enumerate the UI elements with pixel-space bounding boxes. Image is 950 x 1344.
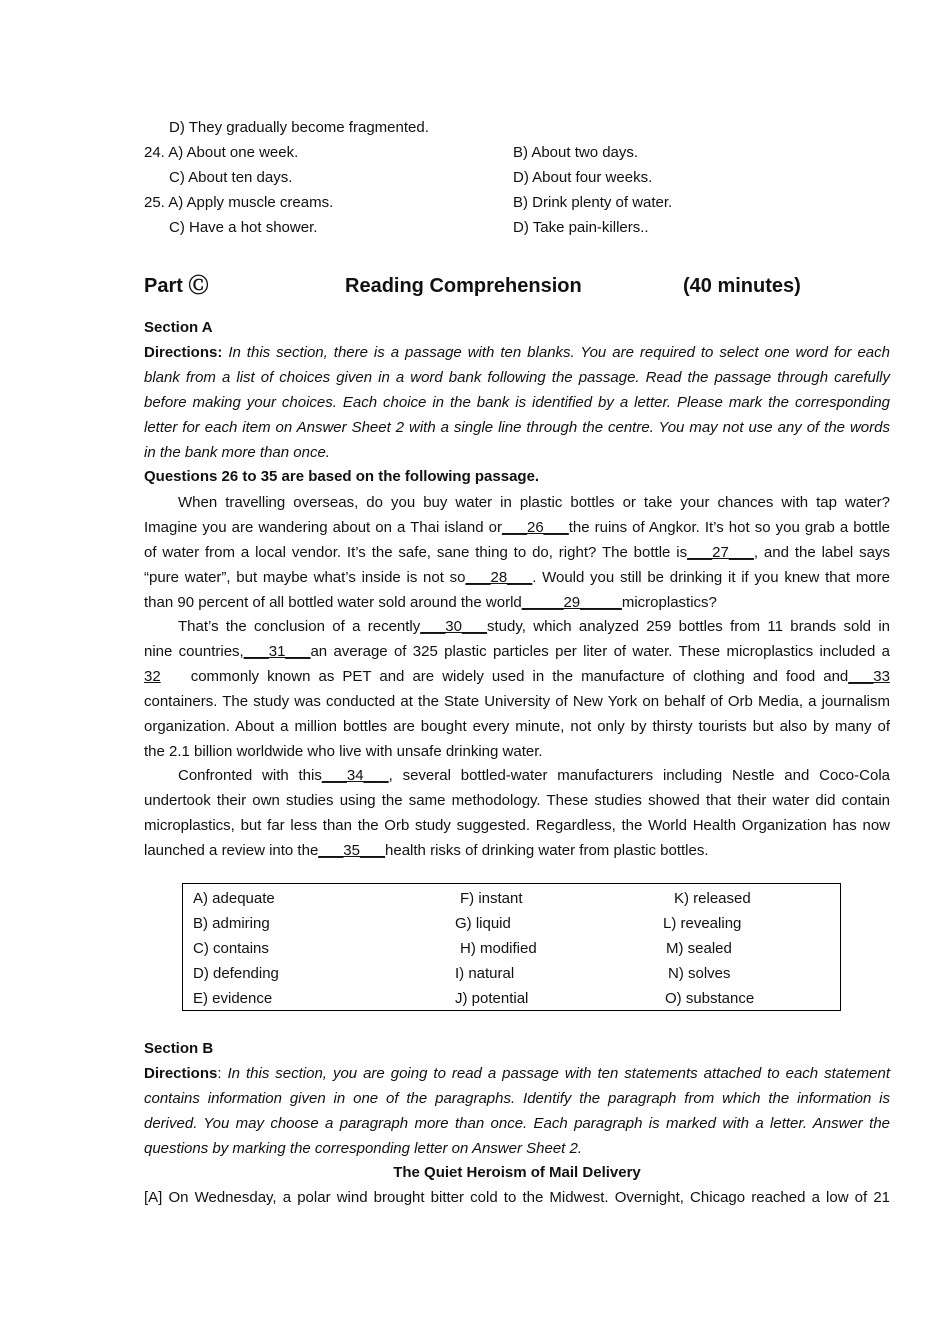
directions-text: In this section, you are going to read a passage with ten statements attached to each statement bbox=[227, 1065, 890, 1082]
option-24-b: B) About two days. bbox=[513, 144, 639, 161]
blank-32[interactable]: 32 bbox=[144, 668, 161, 685]
questions-intro: Questions 26 to 35 are based on the following passage. bbox=[144, 468, 540, 485]
blank-30[interactable]: ___30___ bbox=[420, 618, 488, 635]
word-option: H) modified bbox=[460, 940, 537, 957]
option-24-c: C) About ten days. bbox=[169, 169, 293, 186]
option-25-c: C) Have a hot shower. bbox=[169, 219, 318, 236]
section-a-directions bbox=[144, 340, 890, 465]
word-option: N) solves bbox=[668, 965, 731, 982]
word-option: D) defending bbox=[193, 965, 279, 982]
blank-33[interactable]: ___33 bbox=[848, 668, 890, 685]
passage-line: nine countries,___31___an average of 325 plastic particles per liter of water. These microplastics included a bbox=[144, 643, 890, 660]
blank-29[interactable]: _____29_____ bbox=[521, 594, 622, 611]
passage-line: the 2.1 billion worldwide who live with unsafe drinking water. bbox=[144, 743, 543, 760]
blank-35[interactable]: ___35___ bbox=[318, 842, 386, 859]
passage-paragraph-1 bbox=[144, 490, 890, 615]
blank-34[interactable]: ___34___ bbox=[321, 767, 389, 784]
word-option: O) substance bbox=[665, 990, 755, 1007]
passage-line: undertook their own studies using the same methodology. These studies showed that their water did contain bbox=[144, 792, 890, 809]
word-option: A) adequate bbox=[193, 890, 275, 907]
directions-text: in the bank more than once. bbox=[144, 444, 330, 461]
part-label: Part Ⓒ bbox=[144, 275, 209, 297]
passage-line: Confronted with this___34___, several bottled-water manufacturers including Nestle and Coco-Cola bbox=[178, 767, 890, 784]
section-b-paragraph-a bbox=[144, 1185, 890, 1210]
word-option: J) potential bbox=[455, 990, 529, 1007]
blank-28[interactable]: ___28___ bbox=[465, 569, 533, 586]
option-25-b: B) Drink plenty of water. bbox=[513, 194, 673, 211]
option-24-d: D) About four weeks. bbox=[513, 169, 653, 186]
part-title: Reading Comprehension bbox=[345, 275, 582, 297]
passage-paragraph-3 bbox=[144, 763, 890, 863]
passage-line: [A] On Wednesday, a polar wind brought bitter cold to the Midwest. Overnight, Chicago reached a low of 21 bbox=[144, 1189, 890, 1206]
passage-line: than 90 percent of all bottled water sold around the world_____29_____microplastics? bbox=[144, 594, 717, 611]
passage-line: “pure water”, but maybe what’s inside is not so___28___. Would you still be drinking it if you knew that more bbox=[144, 569, 890, 586]
option-24-a: 24. A) About one week. bbox=[144, 144, 299, 161]
word-option: B) admiring bbox=[193, 915, 270, 932]
passage-line: That’s the conclusion of a recently___30___study, which analyzed 259 bottles from 11 brands sold in bbox=[178, 618, 890, 635]
word-option: L) revealing bbox=[663, 915, 742, 932]
part-time: (40 minutes) bbox=[683, 275, 801, 297]
option-25-d: D) Take pain-killers.. bbox=[513, 219, 649, 236]
section-b-title: The Quiet Heroism of Mail Delivery bbox=[393, 1164, 641, 1181]
word-bank bbox=[182, 883, 841, 1011]
passage-line: of water from a local vendor. It’s the safe, sane thing to do, right? The bottle is___27___, and the label says bbox=[144, 544, 890, 561]
option-23-d: D) They gradually become fragmented. bbox=[169, 119, 429, 136]
word-option: E) evidence bbox=[193, 990, 273, 1007]
passage-line: microplastics, but far less than the Orb study suggested. Regardless, the World Health Organization has now bbox=[144, 817, 890, 834]
blank-27[interactable]: ___27___ bbox=[687, 544, 754, 561]
directions-text: blank from a list of choices given in a word bank following the passage. Read the passage through carefully bbox=[144, 369, 890, 386]
word-option: M) sealed bbox=[666, 940, 732, 957]
section-b-directions: Directions: In this section, you are going to read a passage with ten statements attached to each statement contains information given in one of the paragraphs. Identify the paragraph from which the information is derived. You may choose a paragraph more than once. Each paragraph is marked with a letter. Answer the questions by marking the corresponding letter on Answer Sheet 2. bbox=[144, 1061, 890, 1161]
passage-line: containers. The study was conducted at the State University of New York on behalf of Orb Media, a journalism bbox=[144, 693, 890, 710]
directions-text: questions by marking the corresponding letter on Answer Sheet 2. bbox=[144, 1140, 583, 1157]
passage-line: When travelling overseas, do you buy water in plastic bottles or take your chances with tap water? bbox=[178, 494, 890, 511]
directions-label: Directions: bbox=[144, 344, 223, 361]
blank-26[interactable]: ___26___ bbox=[501, 519, 569, 536]
directions-text: letter for each item on Answer Sheet 2 with a single line through the centre. You may not use any of the words bbox=[144, 419, 890, 436]
passage-paragraph-2 bbox=[144, 614, 890, 764]
word-option: G) liquid bbox=[455, 915, 511, 932]
passage-line: launched a review into the___35___health risks of drinking water from plastic bottles. bbox=[144, 842, 709, 859]
section-a-heading: Section A bbox=[144, 319, 213, 336]
option-25-a: 25. A) Apply muscle creams. bbox=[144, 194, 334, 211]
directions-text: In this section, there is a passage with ten blanks. You are required to select one word for each bbox=[222, 344, 890, 361]
directions-text: before making your choices. Each choice in the bank is identified by a letter. Please mark the corresponding bbox=[144, 394, 890, 411]
word-option: K) released bbox=[674, 890, 751, 907]
passage-line: Imagine you are wandering about on a Thai island or___26___the ruins of Angkor. It’s hot so you grab a bottle bbox=[144, 519, 891, 536]
passage-line: organization. About a million bottles are bought every minute, not only by thirsty tourists but also by many of bbox=[144, 718, 890, 735]
word-option: I) natural bbox=[455, 965, 515, 982]
word-option: C) contains bbox=[193, 940, 269, 957]
blank-31[interactable]: ___31___ bbox=[243, 643, 311, 660]
directions-text: derived. You may choose a paragraph more than once. Each paragraph is marked with a letter. Answer the bbox=[144, 1115, 890, 1132]
passage-line: 32 commonly known as PET and are widely used in the manufacture of clothing and food and___33 bbox=[144, 668, 890, 685]
section-b-heading: Section B bbox=[144, 1040, 214, 1057]
word-option: F) instant bbox=[460, 890, 523, 907]
directions-label: Directions bbox=[144, 1065, 218, 1082]
directions-text: contains information given in one of the paragraphs. Identify the paragraph from which the information is bbox=[144, 1090, 890, 1107]
